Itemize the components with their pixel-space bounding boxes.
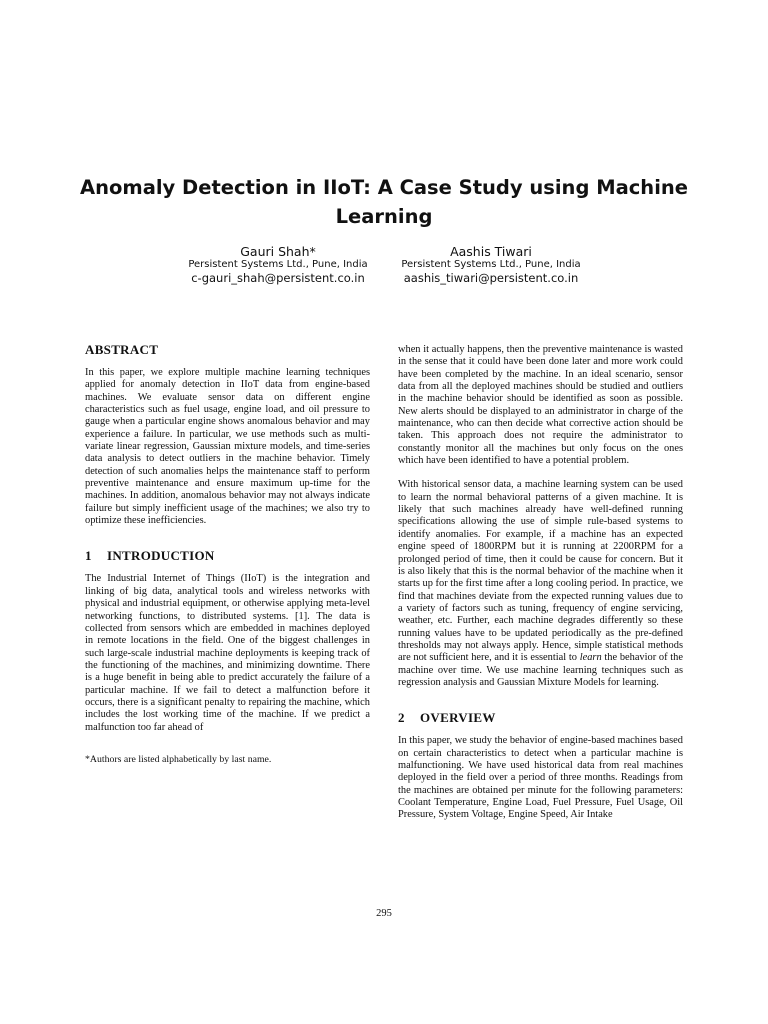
section-title: INTRODUCTION	[107, 548, 215, 564]
left-column	[85, 341, 370, 766]
overview-heading	[398, 709, 683, 726]
author-block-2	[380, 244, 602, 285]
introduction-paragraph-3	[398, 479, 683, 689]
section-number: 2	[398, 710, 405, 726]
author-affiliation: Persistent Systems Ltd., Pune, India	[401, 259, 581, 270]
section-number: 1	[85, 548, 92, 564]
abstract-text: In this paper, we explore multiple machine learning techniques applied for anomaly detection in IIoT data from engine-based machines. We evaluate sensor data on different engine characteristics such as fuel usage, engine load, and oil pressure to gauge when a particular engine shows anomalous behavior and may experience a failure. In particular, we use methods such as multi-variate linear regression, Gaussian mixture models, and time-series data analysis to detect outliers in the machine behavior. Timely detection of such anomalies helps the maintenance staff to perform preventive maintenance and ensure maximum up-time for the machines. In addition, anomalous behavior may not always indicate failure but simply inefficient usage of the machines; we also try to optimize these inefficiencies.	[85, 367, 370, 527]
introduction-heading	[85, 547, 370, 564]
page-number: 295	[376, 908, 392, 919]
overview-text: In this paper, we study the behavior of engine-based machines based on certain characteristics to detect when a particular machine is malfunctioning. We have used historical data from real machines deployed in the field over a period of three months. Readings from the machines are obtained per minute for the following parameters: Coolant Temperature, Engine Load, Fuel Pressure, Fuel Usage, Oil Pressure, System Voltage, Engine Speed, Air Intake	[398, 735, 683, 821]
author-name: Aashis Tiwari	[450, 244, 532, 259]
abstract-heading: ABSTRACT	[85, 342, 159, 357]
author-email: aashis_tiwari@persistent.co.in	[403, 271, 579, 285]
section-title: OVERVIEW	[420, 710, 496, 726]
paragraph-text: the behavior of the machine over time. We use machine learning techniques such as regression analysis and Gaussian Mixture Models for learning.	[398, 652, 683, 688]
author-email: c-gauri_shah@persistent.co.in	[191, 271, 365, 285]
introduction-paragraph-1: The Industrial Internet of Things (IIoT) is the integration and linking of big data, analytical tools and wireless networks with physical and industrial equipment, or otherwise applying meta-level networking functions, to distributed systems. [1]. The data is collected from sensors which are embedded in machines deployed in remote locations in the field. One of the biggest challenges in such large-scale industrial machine deployments is keeping track of the functioning of the machines, and minimizing downtime. There is a huge benefit in being able to predict accurately the failure of a particular machine. If we fail to detect a malfunction before it occurs, there is a significant penalty to repairing the machine, which includes the lost working time of the machine. If we predict a malfunction too far ahead of	[85, 573, 370, 733]
emphasis-text: learn	[579, 652, 602, 664]
author-affiliation: Persistent Systems Ltd., Pune, India	[188, 259, 368, 270]
paper-title: Anomaly Detection in IIoT: A Case Study using Machine Learning	[80, 176, 688, 228]
footnote: *Authors are listed alphabetically by last name.	[85, 753, 272, 765]
paragraph-text: With historical sensor data, a machine learning system can be used to learn the normal behavioral patterns of a given machine. It is likely that such machines already have well-defined running specifications allowing the use of simple rule-based systems to identify anomalies. For example, if a machine has an expected engine speed of 1800RPM but it is running at 2200RPM for a prolonged period of time, then it could be cause for concern. But it is also likely that this is the normal behavior of the machine when it starts up for the first time after a long cooling period. In practice, we find that machines deviate from the expected running values due to a variety of factors such as tuning, frequency of engine servicing, weather, etc. Further, each machine degrades differently so these running values have to be updated periodically as the pre-defined thresholds may not always apply. Hence, simple statistical methods are not sufficient here, and it is essential to	[398, 479, 683, 664]
right-column	[398, 344, 683, 822]
author-block-1	[168, 244, 388, 285]
introduction-paragraph-2: when it actually happens, then the preventive maintenance is wasted in the sense that it could have been done later and more work could have been completed by the machine. In an ideal scenario, sensor data from all the deployed machines should be studied and outliers in the machine behavior should be identified as soon as possible. New alerts should be displayed to an administrator in charge of the maintenance, who can then decide what corrective action should be taken. This approach does not require the administrator to constantly monitor all the machines but only focus on the ones which have been identified to have a potential problem.	[398, 344, 683, 467]
author-name: Gauri Shah*	[240, 244, 316, 259]
